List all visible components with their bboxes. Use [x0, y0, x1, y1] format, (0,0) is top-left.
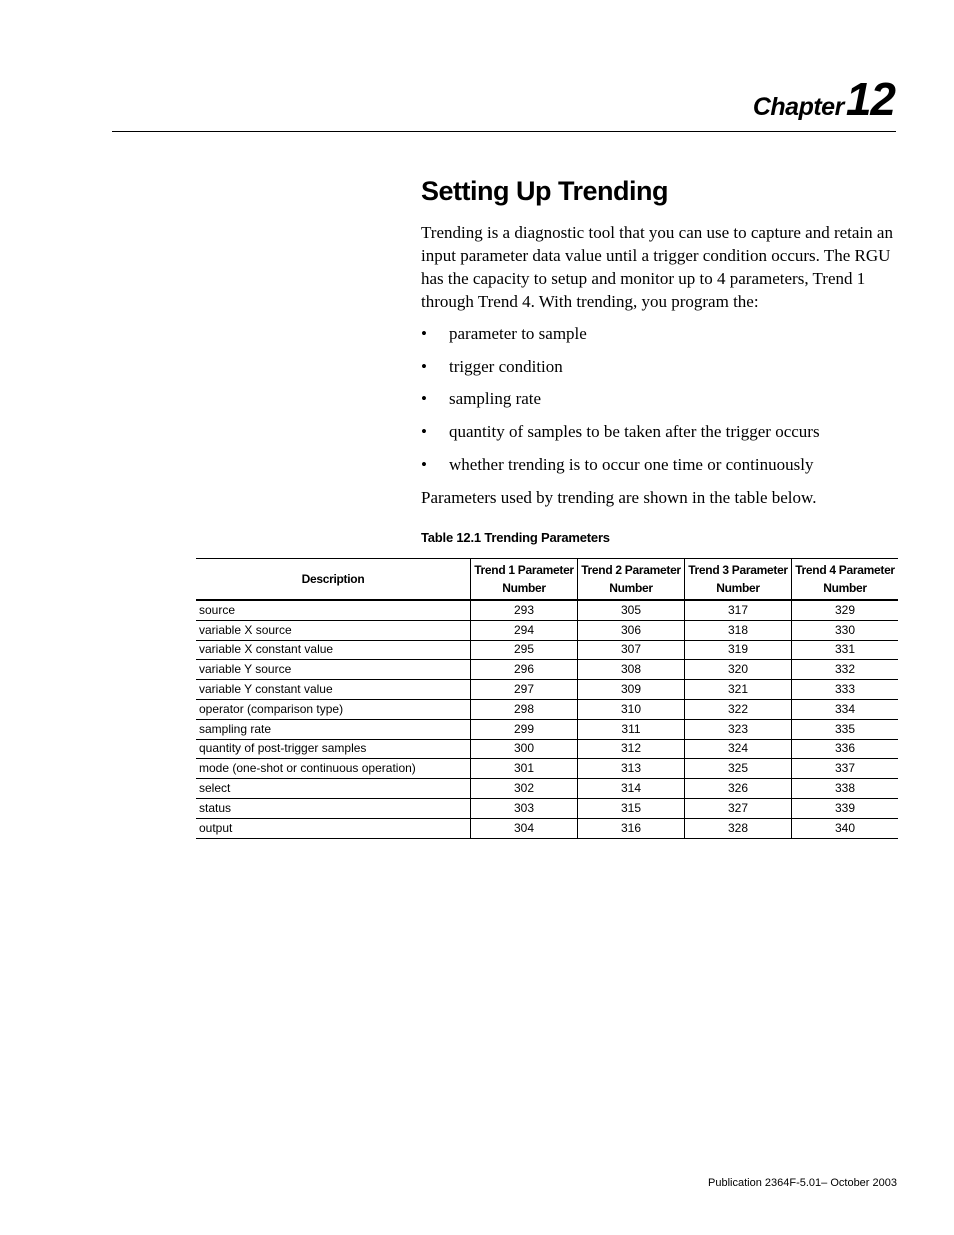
- publication-footer: Publication 2364F-5.01– October 2003: [708, 1177, 897, 1189]
- table-row: [196, 600, 898, 620]
- table-cell-description: operator (comparison type): [196, 699, 471, 719]
- column-header-trend-2: Trend 2 Parameter Number: [578, 559, 685, 601]
- table-cell: 323: [685, 719, 792, 739]
- table-cell: 332: [792, 660, 899, 680]
- table-cell: 340: [792, 818, 899, 838]
- table-cell: 298: [471, 699, 578, 719]
- table-cell: 308: [578, 660, 685, 680]
- column-header-trend-1: Trend 1 Parameter Number: [471, 559, 578, 601]
- table-cell: 305: [578, 600, 685, 620]
- intro-paragraph: Trending is a diagnostic tool that you can use to capture and retain an input parameter data value until a trigger condition occurs. The RGU has the capacity to setup and monitor up to 4 parameters, Trend 1 through Trend 4. With trending, you program the:: [421, 223, 893, 311]
- table-cell: 325: [685, 759, 792, 779]
- table-cell: 335: [792, 719, 899, 739]
- page-title: Setting Up Trending: [421, 176, 668, 206]
- list-item-text: sampling rate: [449, 389, 542, 409]
- trending-parameters-table: [196, 558, 898, 839]
- chapter-label: Chapter: [752, 93, 844, 121]
- table-row: [196, 759, 898, 779]
- column-header-description: Description: [196, 559, 471, 601]
- table-row: [196, 719, 898, 739]
- table-cell-description: status: [196, 798, 471, 818]
- list-item-text: quantity of samples to be taken after the trigger occurs: [449, 422, 820, 442]
- column-header-trend-3: Trend 3 Parameter Number: [685, 559, 792, 601]
- list-item: [421, 355, 820, 388]
- table-cell: 317: [685, 600, 792, 620]
- table-cell: 297: [471, 680, 578, 700]
- table-cell: 303: [471, 798, 578, 818]
- table-header-row: [196, 559, 898, 601]
- bullet-icon: •: [421, 389, 427, 409]
- table-row: [196, 620, 898, 640]
- table-intro-text: Parameters used by trending are shown in the table below.: [421, 488, 817, 507]
- table-cell-description: select: [196, 779, 471, 799]
- table-cell: 333: [792, 680, 899, 700]
- table-cell-description: quantity of post-trigger samples: [196, 739, 471, 759]
- table-cell: 312: [578, 739, 685, 759]
- column-header-trend-4: Trend 4 Parameter Number: [792, 559, 899, 601]
- table-cell: 302: [471, 779, 578, 799]
- chapter-heading: [753, 72, 895, 126]
- table-cell-description: variable X constant value: [196, 640, 471, 660]
- table-cell: 294: [471, 620, 578, 640]
- table-cell: 316: [578, 818, 685, 838]
- bullet-icon: •: [421, 454, 427, 474]
- table-cell: 306: [578, 620, 685, 640]
- bullet-icon: •: [421, 356, 427, 376]
- table-row: [196, 779, 898, 799]
- table-cell: 321: [685, 680, 792, 700]
- list-item: [421, 453, 820, 486]
- table-cell-description: sampling rate: [196, 719, 471, 739]
- table-cell-description: mode (one-shot or continuous operation): [196, 759, 471, 779]
- chapter-divider: [112, 131, 896, 132]
- table-cell: 326: [685, 779, 792, 799]
- table-row: [196, 818, 898, 838]
- table-cell: 313: [578, 759, 685, 779]
- table-cell: 318: [685, 620, 792, 640]
- table-cell: 327: [685, 798, 792, 818]
- list-item-text: parameter to sample: [449, 324, 587, 343]
- table-row: [196, 640, 898, 660]
- table-cell: 336: [792, 739, 899, 759]
- table-cell: 299: [471, 719, 578, 739]
- table-cell: 309: [578, 680, 685, 700]
- table-cell: 304: [471, 818, 578, 838]
- table-cell: 311: [578, 719, 685, 739]
- table-cell: 293: [471, 600, 578, 620]
- list-item-text: whether trending is to occur one time or continuously: [449, 454, 814, 474]
- table-cell-description: source: [196, 600, 471, 620]
- table-cell: 296: [471, 660, 578, 680]
- table-cell: 330: [792, 620, 899, 640]
- table-cell: 295: [471, 640, 578, 660]
- table-cell: 310: [578, 699, 685, 719]
- table-row: [196, 699, 898, 719]
- chapter-number: 12: [845, 73, 895, 125]
- table-cell: 334: [792, 699, 899, 719]
- table-cell: 320: [685, 660, 792, 680]
- table-row: [196, 660, 898, 680]
- table-cell: 322: [685, 699, 792, 719]
- bullet-icon: •: [421, 422, 427, 442]
- table-cell-description: variable Y constant value: [196, 680, 471, 700]
- table-cell: 315: [578, 798, 685, 818]
- table-cell: 338: [792, 779, 899, 799]
- table-caption: Table 12.1 Trending Parameters: [421, 530, 610, 545]
- table-row: [196, 739, 898, 759]
- table-row: [196, 680, 898, 700]
- list-item: [421, 387, 820, 420]
- table-row: [196, 798, 898, 818]
- list-item: [421, 420, 820, 453]
- table-cell: 337: [792, 759, 899, 779]
- list-item-text: trigger condition: [449, 356, 563, 376]
- bullet-icon: •: [421, 324, 427, 343]
- table-cell-description: variable Y source: [196, 660, 471, 680]
- table-cell: 301: [471, 759, 578, 779]
- table-cell-description: output: [196, 818, 471, 838]
- list-item: [421, 322, 820, 355]
- table-cell: 307: [578, 640, 685, 660]
- table-cell: 300: [471, 739, 578, 759]
- table-cell: 328: [685, 818, 792, 838]
- table-cell: 329: [792, 600, 899, 620]
- bullet-list: [421, 322, 820, 485]
- table-cell-description: variable X source: [196, 620, 471, 640]
- table-cell: 319: [685, 640, 792, 660]
- table-cell: 314: [578, 779, 685, 799]
- table-cell: 339: [792, 798, 899, 818]
- table-cell: 331: [792, 640, 899, 660]
- table-cell: 324: [685, 739, 792, 759]
